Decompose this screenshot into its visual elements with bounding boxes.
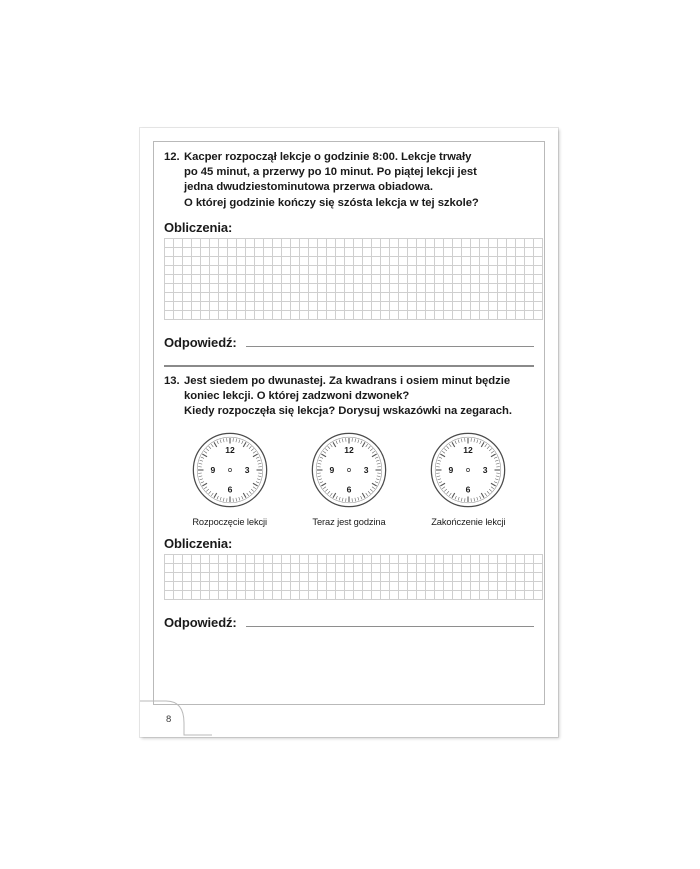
clock-numeral-3: 3 — [483, 465, 488, 476]
clock-center-dot — [228, 469, 231, 472]
clock-numeral-6: 6 — [346, 485, 352, 496]
page-number: 8 — [166, 714, 172, 725]
clock-face-now[interactable] — [310, 431, 388, 509]
exercise-13-work-grid[interactable] — [164, 554, 543, 600]
exercise-13-answer-line[interactable] — [246, 625, 534, 627]
exercise-12 — [164, 150, 534, 211]
clock-caption-end: Zakończenie lekcji — [431, 517, 506, 528]
exercise-13-answer-row — [164, 615, 534, 630]
exercise-12-answer-row — [164, 335, 534, 350]
exercise-13 — [164, 374, 534, 420]
clock-numeral-3: 3 — [363, 465, 369, 476]
content-frame — [153, 141, 545, 705]
clock-numeral-12: 12 — [224, 445, 235, 456]
exercise-12-line-3: jedna dwudziestominutowa przerwa obiadowa. — [184, 181, 433, 194]
exercise-13-text-1: Jest siedem po dwunastej. Za kwadrans i osiem minut będzie — [184, 374, 511, 387]
exercise-13-answer-label: Odpowiedź: — [164, 615, 237, 631]
exercise-13-number: 13. — [164, 374, 180, 387]
clock-numeral-3: 3 — [244, 465, 250, 476]
exercise-12-text-1: Kacper rozpoczął lekcje o godzinie 8:00. Lekcje trwały — [184, 151, 472, 163]
clock-numeral-9: 9 — [329, 465, 335, 476]
clock-item-1 — [310, 431, 388, 527]
exercise-12-line-4: O której godzinie kończy się szósta lekcja w tej szkole? — [184, 196, 479, 209]
clock-caption-start: Rozpoczęcie lekcji — [192, 517, 267, 528]
exercise-13-line-2: koniec lekcji. O której zadzwoni dzwonek? — [184, 390, 410, 403]
clock-numeral-9: 9 — [448, 465, 454, 476]
exercise-13-line-1 — [164, 374, 534, 389]
exercise-12-work-grid[interactable] — [164, 238, 543, 320]
clock-numeral-6: 6 — [227, 485, 233, 496]
exercise-13-work-label: Obliczenia: — [164, 536, 233, 552]
exercise-12-answer-label: Odpowiedź: — [164, 334, 237, 350]
exercise-12-line-2: po 45 minut, a przerwy po 10 minut. Po piątej lekcji jest — [184, 166, 477, 179]
clock-face-start[interactable] — [191, 431, 269, 509]
clock-center-dot — [347, 469, 350, 472]
exercise-12-line-1 — [164, 150, 534, 165]
clock-numeral-9: 9 — [210, 465, 215, 476]
clock-item-2 — [429, 431, 507, 527]
exercise-separator — [164, 365, 534, 367]
clock-center-dot — [467, 469, 470, 472]
exercise-12-work-label: Obliczenia: — [164, 219, 233, 235]
clock-item-0 — [191, 431, 269, 527]
clock-numeral-6: 6 — [465, 485, 471, 496]
clock-numeral-12: 12 — [344, 445, 354, 456]
clock-face-end[interactable] — [429, 431, 507, 509]
clock-row — [164, 431, 534, 527]
exercise-12-number: 12. — [164, 151, 180, 163]
worksheet-page — [140, 128, 558, 737]
clock-caption-now: Teraz jest godzina — [312, 517, 386, 528]
exercise-12-answer-line[interactable] — [246, 345, 534, 347]
clock-numeral-12: 12 — [463, 445, 474, 456]
exercise-13-line-3: Kiedy rozpoczęła się lekcja? Dorysuj wskazówki na zegarach. — [184, 405, 512, 418]
